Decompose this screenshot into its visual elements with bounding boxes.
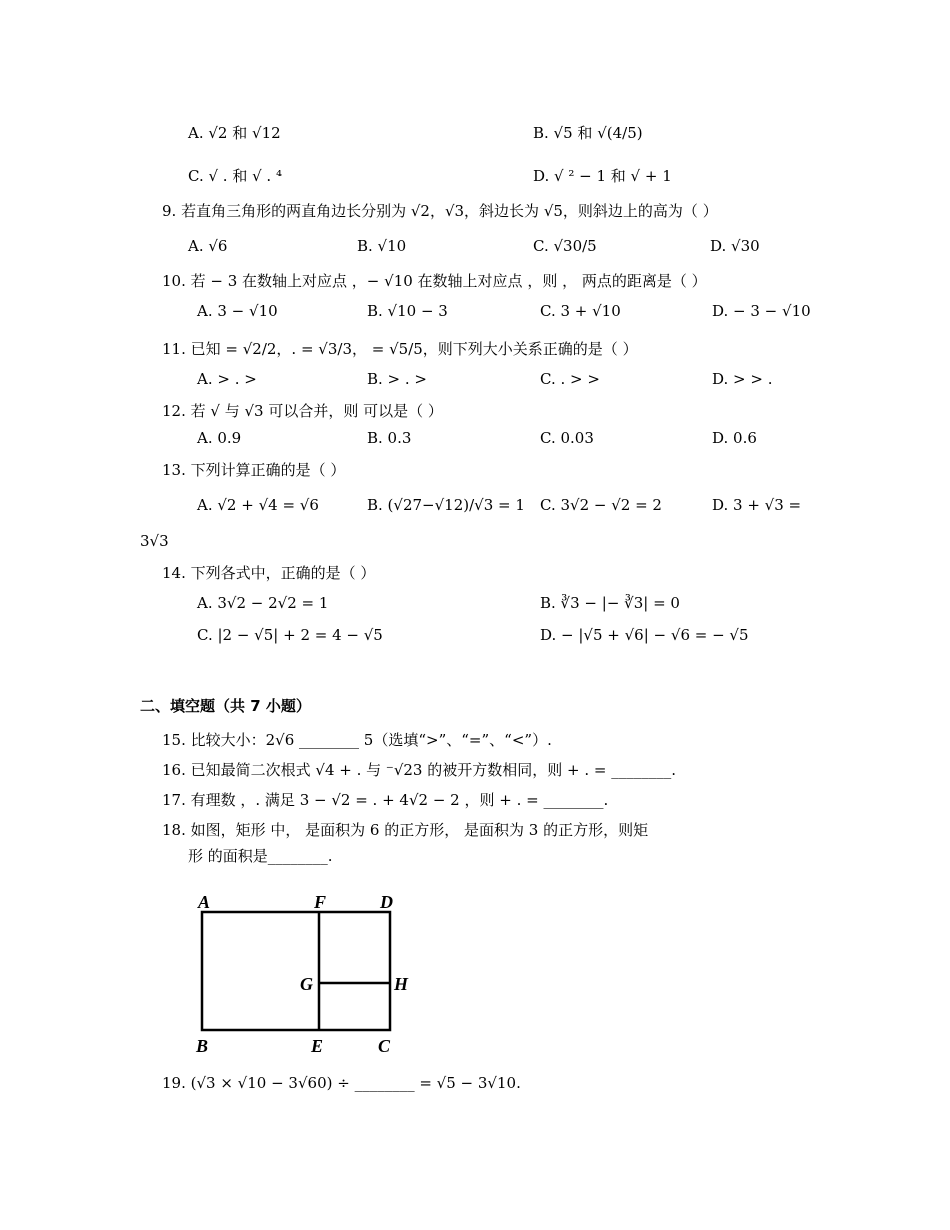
q13-option-c: C. 3√2 − √2 = 2 xyxy=(540,496,662,514)
q10-option-c: C. 3 + √10 xyxy=(540,302,621,320)
q19-text: 19. (√3 × √10 − 3√60) ÷ ________ = √5 − 3√10. xyxy=(162,1074,521,1092)
q12-stem: 12. 若 √ 与 √3 可以合并，则 可以是（ ） xyxy=(162,402,443,420)
q12-option-d: D. 0.6 xyxy=(712,429,757,447)
q14-stem: 14. 下列各式中，正确的是（ ） xyxy=(162,564,376,582)
label-c: C xyxy=(378,1036,391,1056)
q9-option-a: A. √6 xyxy=(188,237,228,255)
label-b: B xyxy=(196,1036,209,1056)
section-heading: 二、填空题（共 7 小题） xyxy=(140,697,311,715)
q16-text: 16. 已知最简二次根式 √4 + . 与 ⁻√23 的被开方数相同，则 + . = ________. xyxy=(162,761,676,779)
q14-option-a: A. 3√2 − 2√2 = 1 xyxy=(197,594,329,612)
rectangle-figure xyxy=(190,890,420,1060)
q11-option-c: C. . > > xyxy=(540,370,600,388)
q13-option-d-continued: 3√3 xyxy=(140,532,169,550)
q12-option-a: A. 0.9 xyxy=(197,429,242,447)
q17-text: 17. 有理数 ，. 满足 3 − √2 = . + 4√2 − 2 ，则 + . = ________. xyxy=(162,791,609,809)
q18-line-2: 形 的面积是________. xyxy=(188,847,333,865)
q13-option-b: B. (√27−√12)/√3 = 1 xyxy=(367,496,525,514)
q8-option-a: A. √2 和 √12 xyxy=(188,124,281,142)
q9-stem: 9. 若直角三角形的两直角边长分别为 √2，√3，斜边长为 √5，则斜边上的高为（ ） xyxy=(162,202,718,220)
q8-option-d: D. √ ² − 1 和 √ + 1 xyxy=(533,167,672,185)
label-a: A xyxy=(198,892,211,912)
label-f: F xyxy=(314,892,327,912)
q10-option-b: B. √10 − 3 xyxy=(367,302,448,320)
q9-option-c: C. √30/5 xyxy=(533,237,597,255)
q13-stem: 13. 下列计算正确的是（ ） xyxy=(162,461,346,479)
q13-option-a: A. √2 + √4 = √6 xyxy=(197,496,319,514)
q14-option-b: B. ∛3 − |− ∛3| = 0 xyxy=(540,594,680,612)
q12-option-c: C. 0.03 xyxy=(540,429,594,447)
q10-option-a: A. 3 − √10 xyxy=(197,302,278,320)
q13-option-d: D. 3 + √3 = xyxy=(712,496,802,514)
label-g: G xyxy=(300,974,313,994)
q8-option-c: C. √ . 和 √ . ⁴ xyxy=(188,167,282,185)
q11-option-b: B. > . > xyxy=(367,370,427,388)
q10-option-d: D. − 3 − √10 xyxy=(712,302,811,320)
label-d: D xyxy=(380,892,393,912)
label-e: E xyxy=(311,1036,324,1056)
q11-stem: 11. 已知 = √2/2，. = √3/3， = √5/5，则下列大小关系正确的是（ ） xyxy=(162,340,638,358)
q11-option-d: D. > > . xyxy=(712,370,773,388)
rectangle-abcd xyxy=(202,912,390,1030)
q14-option-d: D. − |√5 + √6| − √6 = − √5 xyxy=(540,626,749,644)
q11-option-a: A. > . > xyxy=(197,370,257,388)
q9-option-b: B. √10 xyxy=(357,237,407,255)
q10-stem: 10. 若 − 3 在数轴上对应点 ，− √10 在数轴上对应点 ，则 ， 两点的距离是（ ） xyxy=(162,272,707,290)
label-h: H xyxy=(394,974,409,994)
q9-option-d: D. √30 xyxy=(710,237,760,255)
q18-line-1: 18. 如图，矩形 中， 是面积为 6 的正方形， 是面积为 3 的正方形，则矩 xyxy=(162,821,649,839)
q15-text: 15. 比较大小：2√6 ________ 5（选填“>”、“=”、“<”）. xyxy=(162,731,552,749)
q8-option-b: B. √5 和 √(4/5) xyxy=(533,124,643,142)
q12-option-b: B. 0.3 xyxy=(367,429,412,447)
q14-option-c: C. |2 − √5| + 2 = 4 − √5 xyxy=(197,626,383,644)
